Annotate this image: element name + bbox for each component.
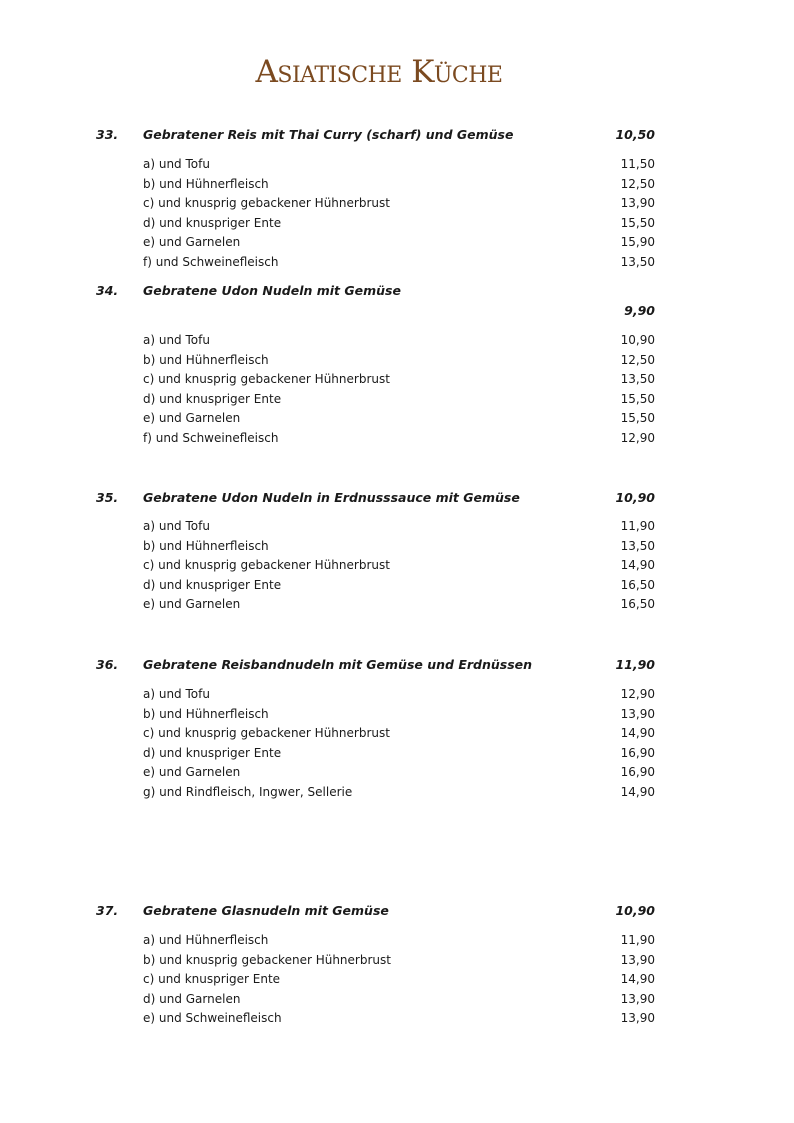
- menu-dish: [0, 281, 794, 445]
- variant-price: 13,50: [620, 538, 655, 553]
- variant-row: [0, 155, 794, 175]
- dish-header: [0, 488, 794, 508]
- menu-dish: [0, 125, 794, 269]
- variant-name: g) und Rindfleisch, Ingwer, Sellerie: [143, 784, 353, 799]
- dish-price: 11,90: [615, 657, 655, 672]
- dish-number: 35.: [96, 490, 119, 505]
- page-title: Asiatische Küche: [255, 54, 503, 90]
- variant-name: c) und knusprig gebackener Hühnerbrust: [143, 726, 390, 740]
- menu-dish: [0, 655, 794, 799]
- menu-dish: [0, 488, 794, 611]
- variant-name: a) und Tofu: [143, 157, 210, 171]
- variant-row: [0, 233, 794, 253]
- dish-name: Gebratener Reis mit Thai Curry (scharf) und Gemüse: [143, 127, 514, 142]
- variant-name: c) und knusprig gebackener Hühnerbrust: [143, 372, 390, 386]
- variant-row: [0, 517, 794, 537]
- variant-name: b) und knusprig gebackener Hühnerbrust: [143, 952, 391, 967]
- variant-list: [0, 155, 794, 272]
- variant-name: a) und Tofu: [143, 333, 210, 347]
- variant-price: 10,90: [620, 333, 655, 347]
- variant-name: d) und knuspriger Ente: [143, 391, 282, 406]
- dish-header: [0, 125, 794, 145]
- dish-price: 9,90: [624, 303, 655, 318]
- variant-price: 13,90: [620, 952, 655, 967]
- variant-name: e) und Garnelen: [143, 411, 241, 425]
- variant-name: d) und Garnelen: [143, 991, 241, 1006]
- variant-name: b) und Hühnerfleisch: [143, 538, 269, 553]
- variant-row: [0, 724, 794, 744]
- dish-name: Gebratene Udon Nudeln in Erdnusssauce mit Gemüse: [143, 490, 520, 505]
- variant-list: [0, 931, 794, 1029]
- variant-row: [0, 951, 794, 971]
- variant-row: [0, 705, 794, 725]
- variant-price: 12,90: [620, 430, 655, 445]
- variant-row: [0, 970, 794, 990]
- variant-name: b) und Hühnerfleisch: [143, 352, 269, 367]
- variant-row: [0, 370, 794, 390]
- variant-price: 15,50: [620, 391, 655, 406]
- variant-price: 13,90: [620, 991, 655, 1006]
- variant-name: f) und Schweinefleisch: [143, 254, 279, 269]
- variant-name: b) und Hühnerfleisch: [143, 706, 269, 721]
- variant-row: [0, 194, 794, 214]
- variant-price: 16,90: [620, 745, 655, 760]
- variant-price: 13,50: [620, 372, 655, 386]
- variant-name: c) und knusprig gebackener Hühnerbrust: [143, 558, 390, 572]
- variant-row: [0, 931, 794, 951]
- variant-row: [0, 351, 794, 371]
- variant-name: c) und knusprig gebackener Hühnerbrust: [143, 196, 390, 210]
- variant-name: c) und knuspriger Ente: [143, 972, 281, 986]
- dish-name: Gebratene Glasnudeln mit Gemüse: [143, 903, 389, 918]
- variant-price: 12,50: [620, 352, 655, 367]
- variant-price: 11,90: [620, 933, 655, 947]
- variant-price: 15,50: [620, 215, 655, 230]
- variant-row: [0, 390, 794, 410]
- variant-row: [0, 214, 794, 234]
- variant-price: 13,90: [620, 1011, 655, 1025]
- variant-name: a) und Tofu: [143, 687, 210, 701]
- variant-name: e) und Garnelen: [143, 235, 241, 249]
- variant-name: a) und Hühnerfleisch: [143, 933, 269, 947]
- variant-price: 13,90: [620, 706, 655, 721]
- variant-price: 16,50: [620, 577, 655, 592]
- variant-name: e) und Schweinefleisch: [143, 1011, 282, 1025]
- dish-name: Gebratene Udon Nudeln mit Gemüse: [143, 283, 401, 298]
- dish-header: [0, 655, 794, 675]
- variant-price: 15,90: [620, 235, 655, 249]
- variant-row: [0, 253, 794, 273]
- variant-price: 14,90: [620, 558, 655, 572]
- variant-price: 15,50: [620, 411, 655, 425]
- variant-row: [0, 763, 794, 783]
- variant-row: [0, 783, 794, 803]
- dish-price: 10,50: [615, 127, 655, 142]
- variant-row: [0, 537, 794, 557]
- variant-price: 11,90: [620, 519, 655, 533]
- variant-price: 12,90: [620, 687, 655, 701]
- variant-name: a) und Tofu: [143, 519, 210, 533]
- variant-row: [0, 409, 794, 429]
- variant-row: [0, 556, 794, 576]
- variant-row: [0, 685, 794, 705]
- dish-header: [0, 901, 794, 921]
- variant-list: [0, 331, 794, 448]
- variant-price: 16,50: [620, 597, 655, 611]
- variant-price: 13,90: [620, 196, 655, 210]
- variant-name: f) und Schweinefleisch: [143, 430, 279, 445]
- variant-row: [0, 990, 794, 1010]
- variant-list: [0, 517, 794, 615]
- variant-name: e) und Garnelen: [143, 597, 241, 611]
- variant-row: [0, 429, 794, 449]
- dish-number: 34.: [96, 283, 119, 298]
- dish-name: Gebratene Reisbandnudeln mit Gemüse und Erdnüssen: [143, 657, 533, 672]
- dish-number: 33.: [96, 127, 119, 142]
- variant-name: b) und Hühnerfleisch: [143, 176, 269, 191]
- variant-price: 12,50: [620, 176, 655, 191]
- dish-price: 10,90: [615, 490, 655, 505]
- variant-row: [0, 576, 794, 596]
- variant-price: 14,90: [620, 784, 655, 799]
- variant-list: [0, 685, 794, 802]
- variant-name: d) und knuspriger Ente: [143, 577, 282, 592]
- variant-name: d) und knuspriger Ente: [143, 215, 282, 230]
- variant-row: [0, 595, 794, 615]
- variant-price: 11,50: [620, 157, 655, 171]
- menu-dish: [0, 901, 794, 1025]
- variant-name: d) und knuspriger Ente: [143, 745, 282, 760]
- variant-price: 14,90: [620, 972, 655, 986]
- dish-number: 37.: [96, 903, 119, 918]
- dish-price: 10,90: [615, 903, 655, 918]
- variant-row: [0, 1009, 794, 1029]
- variant-row: [0, 331, 794, 351]
- dish-header: [0, 281, 794, 318]
- variant-name: e) und Garnelen: [143, 765, 241, 779]
- variant-price: 14,90: [620, 726, 655, 740]
- variant-row: [0, 175, 794, 195]
- variant-price: 16,90: [620, 765, 655, 779]
- variant-row: [0, 744, 794, 764]
- variant-price: 13,50: [620, 254, 655, 269]
- dish-number: 36.: [96, 657, 119, 672]
